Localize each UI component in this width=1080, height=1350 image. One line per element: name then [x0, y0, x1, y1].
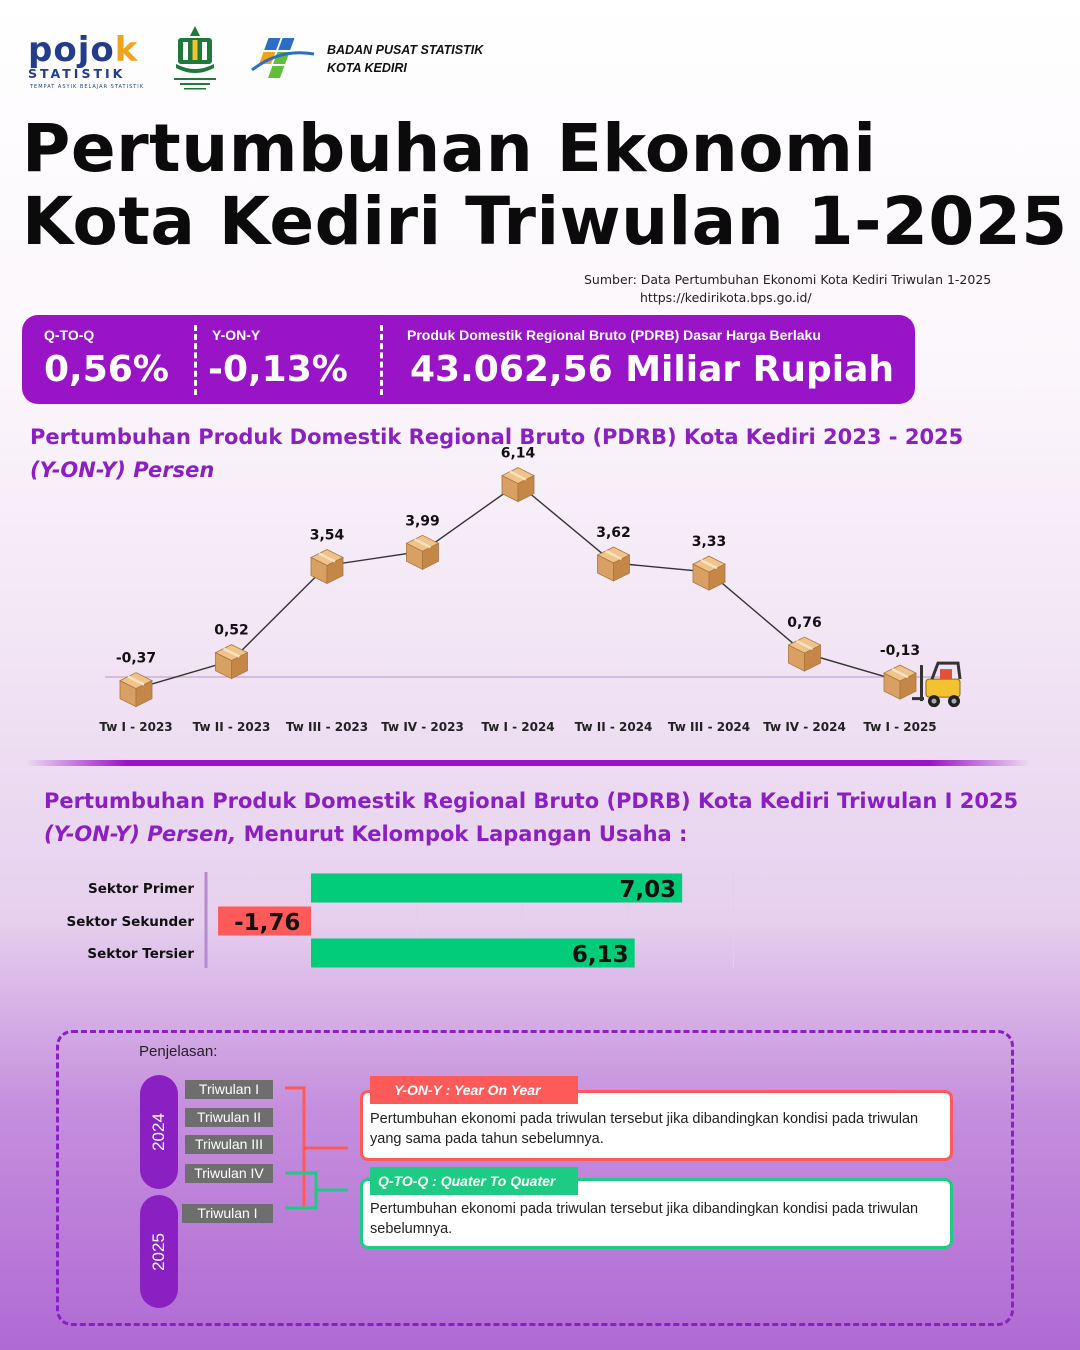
quarter-tag: Triwulan I [182, 1204, 273, 1223]
line-chart-title-main: Pertumbuhan Produk Domestik Regional Bruto (PDRB) Kota Kediri 2023 - 2025 [30, 425, 964, 449]
bar-chart-title [44, 785, 1074, 851]
pojok-word-a: pojo [28, 30, 115, 70]
quarter-tag: Triwulan IV [185, 1164, 273, 1183]
data-point [311, 549, 343, 583]
data-label: 3,99 [405, 513, 440, 530]
x-tick-label: Tw II - 2024 [574, 720, 653, 734]
data-label: -0,37 [115, 650, 157, 667]
bar-chart-subtitle: (Y-ON-Y) Persen, Menurut Kelompok Lapangan Usaha : [44, 822, 688, 846]
source-line-1: Sumber: Data Pertumbuhan Ekonomi Kota Kediri Triwulan 1-2025 [584, 272, 992, 287]
qtoq-definition-text: Pertumbuhan ekonomi pada triwulan tersebut jika dibandingkan kondisi pada triwulan sebelumnya. [370, 1201, 919, 1237]
pojok-logo-word [28, 30, 138, 70]
x-tick-label: Tw I - 2025 [863, 720, 937, 734]
pojok-word-b: k [114, 30, 139, 70]
source-note [584, 271, 991, 307]
section-divider [26, 760, 1030, 766]
bar-value-label: -1,76 [234, 910, 301, 936]
bar-chart-title-main: Pertumbuhan Produk Domestik Regional Bruto (PDRB) Kota Kediri Triwulan I 2025 [44, 789, 1019, 813]
data-point [789, 637, 821, 671]
data-point [693, 556, 725, 590]
forklift-icon [912, 663, 960, 707]
pojok-logo-sub: STATISTIK [28, 66, 126, 81]
qtoq-label: Q-TO-Q [44, 327, 95, 343]
data-point [407, 535, 439, 569]
x-tick-label: Tw I - 2023 [99, 720, 173, 734]
bar-category-label: Sektor Primer [87, 881, 194, 897]
year-pill-2024: 2024 [140, 1075, 178, 1189]
summary-banner [22, 315, 915, 404]
data-label: -0,13 [879, 643, 921, 660]
yony-definition-header: Y-ON-Y : Year On Year [370, 1076, 578, 1104]
yony-definition-text: Pertumbuhan ekonomi pada triwulan tersebut jika dibandingkan kondisi pada triwulan yang sama pada tahun sebelumnya. [370, 1111, 919, 1147]
yony-label: Y-ON-Y [212, 327, 261, 343]
university-logo-icon [170, 22, 220, 92]
bar-value-label: 6,13 [571, 942, 629, 968]
bps-logo-icon [250, 34, 316, 82]
line-chart-subtitle: (Y-ON-Y) Persen [30, 458, 215, 482]
explanation-label: Penjelasan: [139, 1043, 218, 1060]
qtoq-definition-header: Q-TO-Q : Quater To Quater [370, 1167, 578, 1195]
x-tick-label: Tw IV - 2023 [381, 720, 464, 734]
bracket-connectors [280, 1080, 360, 1220]
banner-divider [380, 325, 383, 395]
page-title-line-1: Pertumbuhan Ekonomi [22, 110, 877, 187]
data-point [884, 665, 916, 699]
x-tick-label: Tw III - 2023 [285, 720, 369, 734]
bar-chart [0, 865, 1080, 975]
x-tick-label: Tw II - 2023 [192, 720, 271, 734]
bps-line-2: KOTA KEDIRI [327, 61, 407, 75]
bar-category-label: Sektor Tersier [87, 946, 194, 962]
bar-value-label: 7,03 [619, 877, 677, 903]
data-label: 3,33 [691, 534, 727, 551]
data-point [502, 468, 534, 502]
year-pill-2025: 2025 [140, 1195, 178, 1308]
source-url[interactable]: https://kedirikota.bps.go.id/ [640, 290, 812, 305]
quarter-tag: Triwulan I [185, 1080, 273, 1099]
x-tick-label: Tw I - 2024 [481, 720, 555, 734]
bar-category-label: Sektor Sekunder [66, 914, 194, 930]
bps-agency-name [327, 41, 483, 77]
page-title [22, 112, 1068, 258]
quarter-tag: Triwulan II [185, 1108, 273, 1127]
data-label: 0,52 [214, 622, 249, 639]
pdrb-value: 43.062,56 Miliar Rupiah [410, 349, 895, 390]
line-chart [0, 445, 1080, 750]
data-label: 6,14 [500, 445, 536, 462]
x-tick-label: Tw IV - 2024 [763, 720, 846, 734]
page-title-line-2: Kota Kediri Triwulan 1-2025 [22, 183, 1068, 260]
qtoq-value: 0,56% [44, 349, 169, 390]
pdrb-label: Produk Domestik Regional Bruto (PDRB) Dasar Harga Berlaku [407, 327, 821, 343]
data-label: 3,62 [596, 524, 631, 541]
data-point [598, 547, 630, 581]
banner-divider [194, 325, 197, 395]
data-label: 3,54 [309, 527, 345, 544]
data-label: 0,76 [787, 615, 822, 632]
x-tick-label: Tw III - 2024 [667, 720, 751, 734]
data-point [120, 673, 152, 707]
quarter-tag: Triwulan III [185, 1135, 273, 1154]
yony-value: -0,13% [208, 349, 348, 390]
bps-line-1: BADAN PUSAT STATISTIK [327, 43, 484, 57]
pojok-logo-tagline: TEMPAT ASYIK BELAJAR STATISTIK [30, 84, 145, 90]
series-line [136, 484, 900, 689]
